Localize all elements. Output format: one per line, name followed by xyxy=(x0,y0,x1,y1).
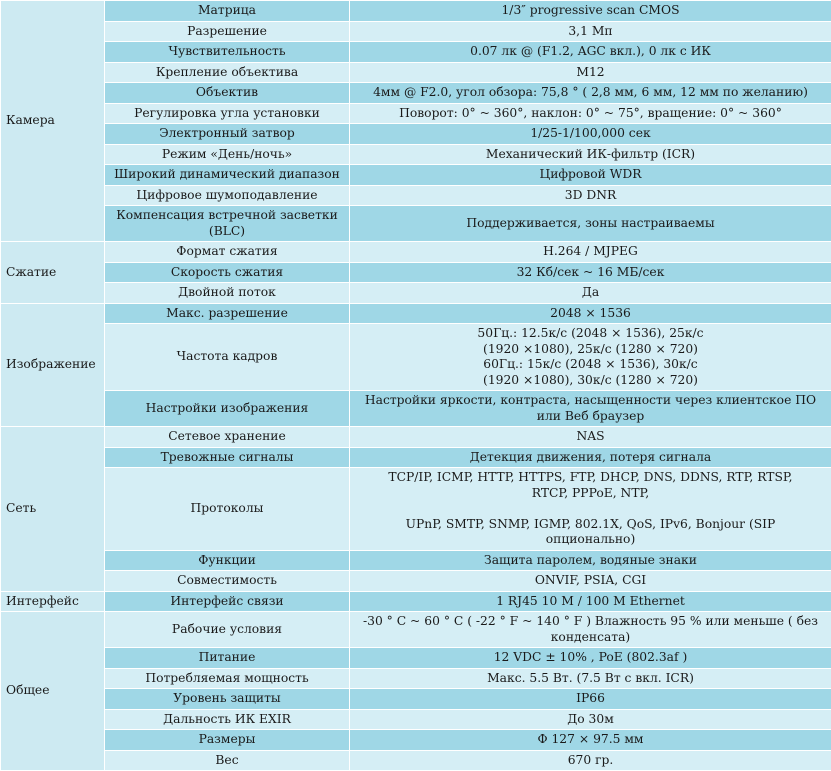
value-line: 3,1 Мп xyxy=(354,24,827,40)
value-line: конденсата) xyxy=(354,630,827,646)
parameter-name: Цифровое шумоподавление xyxy=(105,185,350,206)
spec-row xyxy=(1,103,831,124)
parameter-value xyxy=(350,165,831,186)
parameter-name: Объектив xyxy=(105,83,350,104)
value-line: 60Гц.: 15к/с (2048 × 1536), 30к/с xyxy=(354,357,827,373)
spec-row xyxy=(1,62,831,83)
value-line: 50Гц.: 12.5к/с (2048 × 1536), 25к/с xyxy=(354,326,827,342)
parameter-value xyxy=(350,591,831,612)
spec-row xyxy=(1,447,831,468)
parameter-name: Чувствительность xyxy=(105,42,350,63)
parameter-name: Дальность ИК EXIR xyxy=(105,709,350,730)
value-line: Да xyxy=(354,285,827,301)
spec-row xyxy=(1,391,831,427)
spec-row xyxy=(1,283,831,304)
spec-row xyxy=(1,612,831,648)
parameter-value xyxy=(350,144,831,165)
parameter-name: Формат сжатия xyxy=(105,242,350,263)
parameter-value xyxy=(350,83,831,104)
value-line: 1/25-1/100,000 сек xyxy=(354,126,827,142)
parameter-value xyxy=(350,303,831,324)
parameter-value xyxy=(350,283,831,304)
parameter-name: Макс. разрешение xyxy=(105,303,350,324)
value-line: ONVIF, PSIA, CGI xyxy=(354,573,827,589)
parameter-name: Функции xyxy=(105,550,350,571)
value-line: 1/3″ progressive scan CMOS xyxy=(354,3,827,19)
value-line: Защита паролем, водяные знаки xyxy=(354,553,827,569)
parameter-value xyxy=(350,391,831,427)
parameter-name: Настройки изображения xyxy=(105,391,350,427)
parameter-name: Разрешение xyxy=(105,21,350,42)
category-label: Сжатие xyxy=(1,242,105,304)
spec-row xyxy=(1,427,831,448)
parameter-name: Совместимость xyxy=(105,571,350,592)
parameter-value xyxy=(350,62,831,83)
parameter-name: Двойной поток xyxy=(105,283,350,304)
value-line: 2048 × 1536 xyxy=(354,306,827,322)
value-line: RTCP, PPPoE, NTP, xyxy=(354,486,827,502)
spec-row xyxy=(1,648,831,669)
category-label: Интерфейс xyxy=(1,591,105,612)
parameter-value xyxy=(350,689,831,710)
parameter-name: Частота кадров xyxy=(105,324,350,391)
value-line: Механический ИК-фильтр (ICR) xyxy=(354,147,827,163)
spec-row xyxy=(1,165,831,186)
parameter-name: Электронный затвор xyxy=(105,124,350,145)
value-line: -30 ° C ~ 60 ° C ( -22 ° F ~ 140 ° F ) Влажность 95 % или меньше ( без xyxy=(354,614,827,630)
parameter-value xyxy=(350,21,831,42)
spec-row xyxy=(1,1,831,22)
parameter-value xyxy=(350,648,831,669)
parameter-value xyxy=(350,185,831,206)
category-label: Камера xyxy=(1,1,105,242)
value-line: 1 RJ45 10 M / 100 M Ethernet xyxy=(354,594,827,610)
parameter-name: Матрица xyxy=(105,1,350,22)
value-line: 670 гр. xyxy=(354,753,827,769)
spec-row xyxy=(1,124,831,145)
value-line xyxy=(354,501,827,517)
parameter-name: Уровень защиты xyxy=(105,689,350,710)
value-line: Поворот: 0° ~ 360°, наклон: 0° ~ 75°, вращение: 0° ~ 360° xyxy=(354,106,827,122)
value-line: 4мм @ F2.0, угол обзора: 75,8 ° ( 2,8 мм, 6 мм, 12 мм по желанию) xyxy=(354,85,827,101)
parameter-name: Интерфейс связи xyxy=(105,591,350,612)
value-line: Детекция движения, потеря сигнала xyxy=(354,450,827,466)
parameter-value xyxy=(350,730,831,751)
spec-row xyxy=(1,21,831,42)
parameter-name: Широкий динамический диапазон xyxy=(105,165,350,186)
parameter-name: Компенсация встречной засветки (BLC) xyxy=(105,206,350,242)
category-label: Сеть xyxy=(1,427,105,592)
parameter-name: Потребляемая мощность xyxy=(105,668,350,689)
spec-row xyxy=(1,324,831,391)
value-line: UPnP, SMTP, SNMP, IGMP, 802.1X, QoS, IPv6, Bonjour (SIP xyxy=(354,517,827,533)
spec-row xyxy=(1,144,831,165)
parameter-value xyxy=(350,668,831,689)
spec-row xyxy=(1,750,831,771)
value-line: Φ 127 × 97.5 мм xyxy=(354,732,827,748)
spec-row xyxy=(1,571,831,592)
parameter-name: Режим «День/ночь» xyxy=(105,144,350,165)
parameter-value xyxy=(350,262,831,283)
spec-row xyxy=(1,262,831,283)
parameter-value xyxy=(350,468,831,551)
spec-row xyxy=(1,689,831,710)
parameter-name: Регулировка угла установки xyxy=(105,103,350,124)
spec-row xyxy=(1,591,831,612)
parameter-value xyxy=(350,550,831,571)
parameter-value xyxy=(350,612,831,648)
spec-row xyxy=(1,185,831,206)
spec-row xyxy=(1,468,831,551)
spec-row xyxy=(1,303,831,324)
value-line: Цифровой WDR xyxy=(354,167,827,183)
category-label: Изображение xyxy=(1,303,105,427)
value-line: TCP/IP, ICMP, HTTP, HTTPS, FTP, DHCP, DNS, DDNS, RTP, RTSP, xyxy=(354,470,827,486)
parameter-name: Тревожные сигналы xyxy=(105,447,350,468)
spec-row xyxy=(1,668,831,689)
value-line: IP66 xyxy=(354,691,827,707)
parameter-name: Питание xyxy=(105,648,350,669)
parameter-value xyxy=(350,427,831,448)
parameter-name: Вес xyxy=(105,750,350,771)
value-line: Поддерживается, зоны настраиваемы xyxy=(354,216,827,232)
parameter-value xyxy=(350,1,831,22)
parameter-name: Рабочие условия xyxy=(105,612,350,648)
parameter-name: Скорость сжатия xyxy=(105,262,350,283)
parameter-value xyxy=(350,242,831,263)
value-line: Настройки яркости, контраста, насыщенности через клиентское ПО xyxy=(354,393,827,409)
spec-row xyxy=(1,550,831,571)
spec-row xyxy=(1,709,831,730)
spec-row xyxy=(1,206,831,242)
parameter-value xyxy=(350,447,831,468)
value-line: опционально) xyxy=(354,532,827,548)
parameter-value xyxy=(350,206,831,242)
value-line: (1920 ×1080), 25к/с (1280 × 720) xyxy=(354,342,827,358)
parameter-value xyxy=(350,709,831,730)
value-line: (1920 ×1080), 30к/с (1280 × 720) xyxy=(354,373,827,389)
spec-table-body xyxy=(1,1,831,771)
parameter-value xyxy=(350,571,831,592)
parameter-value xyxy=(350,42,831,63)
value-line: NAS xyxy=(354,429,827,445)
category-label: Общее xyxy=(1,612,105,771)
parameter-value xyxy=(350,124,831,145)
parameter-name: Протоколы xyxy=(105,468,350,551)
spec-row xyxy=(1,42,831,63)
parameter-name: Размеры xyxy=(105,730,350,751)
value-line: H.264 / MJPEG xyxy=(354,244,827,260)
parameter-value xyxy=(350,324,831,391)
parameter-value xyxy=(350,750,831,771)
spec-row xyxy=(1,242,831,263)
value-line: 12 VDC ± 10% , PoE (802.3af ) xyxy=(354,650,827,666)
parameter-value xyxy=(350,103,831,124)
parameter-name: Крепление объектива xyxy=(105,62,350,83)
value-line: 3D DNR xyxy=(354,188,827,204)
spec-row xyxy=(1,730,831,751)
value-line: 32 Кб/сек ~ 16 МБ/сек xyxy=(354,265,827,281)
spec-row xyxy=(1,83,831,104)
value-line: Макс. 5.5 Вт. (7.5 Вт с вкл. ICR) xyxy=(354,671,827,687)
value-line: 0.07 лк @ (F1.2, AGC вкл.), 0 лк с ИК xyxy=(354,44,827,60)
parameter-name: Сетевое хранение xyxy=(105,427,350,448)
value-line: M12 xyxy=(354,65,827,81)
value-line: или Веб браузер xyxy=(354,409,827,425)
value-line: До 30м xyxy=(354,712,827,728)
